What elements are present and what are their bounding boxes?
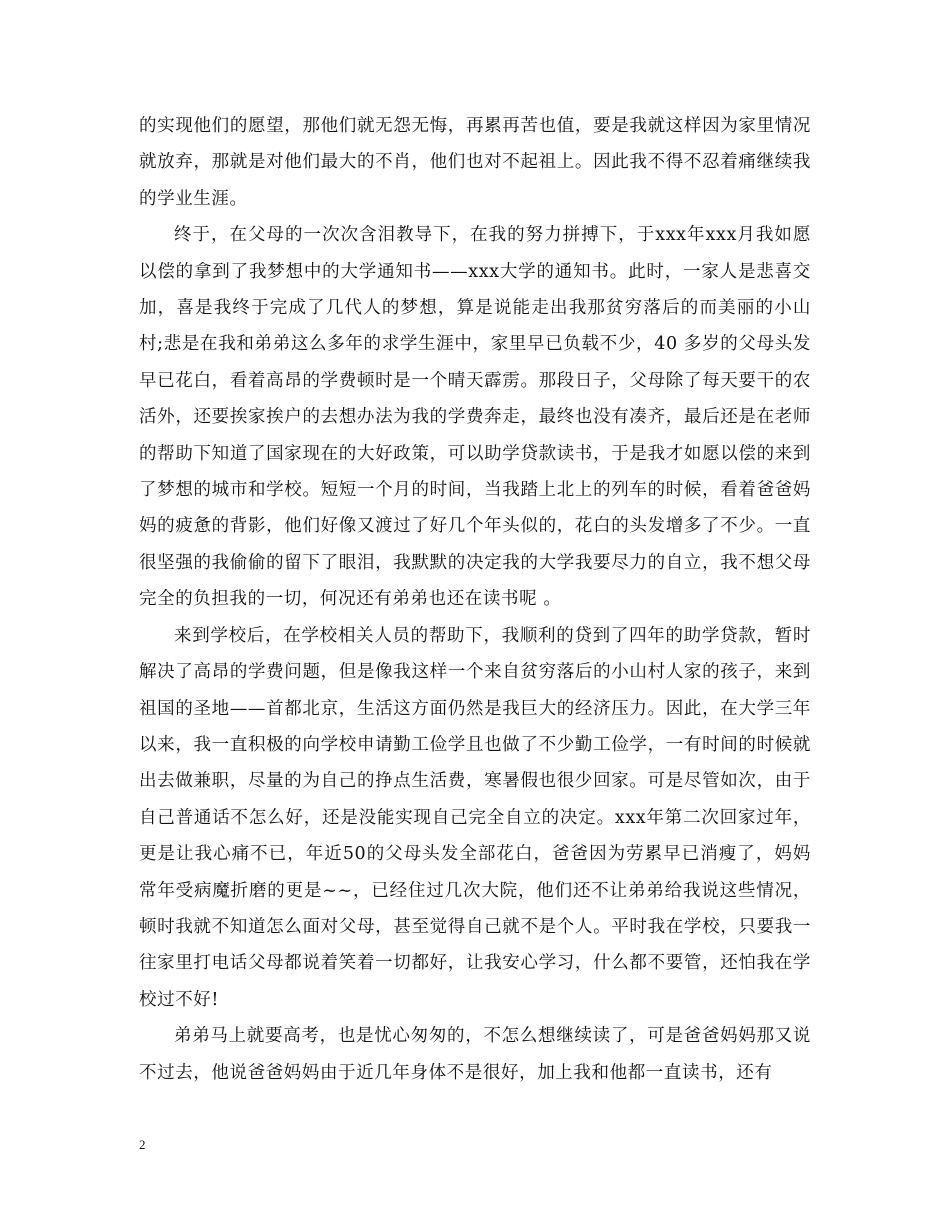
paragraph-2: 终于，在父母的一次次含泪教导下，在我的努力拼搏下，于xxx年xxx月我如愿以偿的拿到了我梦想中的大学通知书——xxx大学的通知书。此时，一家人是悲喜交加，喜是我终于完成了几代人的梦想，算是说能走出我那贫穷落后的而美丽的小山村;悲是在我和弟弟这么多年的求学生涯中，家里早已负载不少，40 多岁的父母头发早已花白，看着高昂的学费顿时是一个晴天霹雳。那段日子，父母除了每天要干的农活外，还要挨家挨户的去想办法为我的学费奔走，最终也没有凑齐，最后还是在老师的帮助下知道了国家现在的大好政策，可以助学贷款读书，于是我才如愿以偿的来到了梦想的城市和学校。短短一个月的时间，当我踏上北上的列车的时候，看着爸爸妈妈的疲惫的背影，他们好像又渡过了好几个年头似的，花白的头发增多了不少。一直很坚强的我偷偷的留下了眼泪，我默默的决定我的大学我要尽力的自立，我不想父母完全的负担我的一切，何况还有弟弟也还在读书呢 。 — [139, 225, 811, 610]
body-text — [139, 108, 811, 1091]
paragraph-3: 来到学校后，在学校相关人员的帮助下，我顺利的贷到了四年的助学贷款，暂时解决了高昂的学费问题，但是像我这样一个来自贫穷落后的小山村人家的孩子，来到祖国的圣地——首都北京，生活这方面仍然是我巨大的经济压力。因此，在大学三年以来，我一直积极的向学校申请勤工俭学且也做了不少勤工俭学，一有时间的时候就出去做兼职，尽量的为自己的挣点生活费，寒暑假也很少回家。可是尽管如次，由于自己普通话不怎么好，还是没能实现自己完全自立的决定。xxx年第二次回家过年，更是让我心痛不已，年近50的父母头发全部花白，爸爸因为劳累早已消瘦了，妈妈常年受病魔折磨的更是~~，已经住过几次大院，他们还不让弟弟给我说这些情况，顿时我就不知道怎么面对父母，甚至觉得自己就不是个人。平时我在学校，只要我一往家里打电话父母都说着笑着一切都好，让我安心学习，什么都不要管，还怕我在学校过不好! — [139, 625, 811, 1010]
paragraph-1: 的实现他们的愿望，那他们就无怨无悔，再累再苦也值，要是我就这样因为家里情况就放弃，那就是对他们最大的不肖，他们也对不起祖上。因此我不得不忍着痛继续我的学业生涯。 — [139, 116, 811, 209]
page-number: 2 — [139, 1137, 146, 1152]
paragraph-4: 弟弟马上就要高考，也是忧心匆匆的，不怎么想继续读了，可是爸爸妈妈那又说不过去，他说爸爸妈妈由于近几年身体不是很好，加上我和他都一直读书，还有 — [139, 1026, 811, 1083]
